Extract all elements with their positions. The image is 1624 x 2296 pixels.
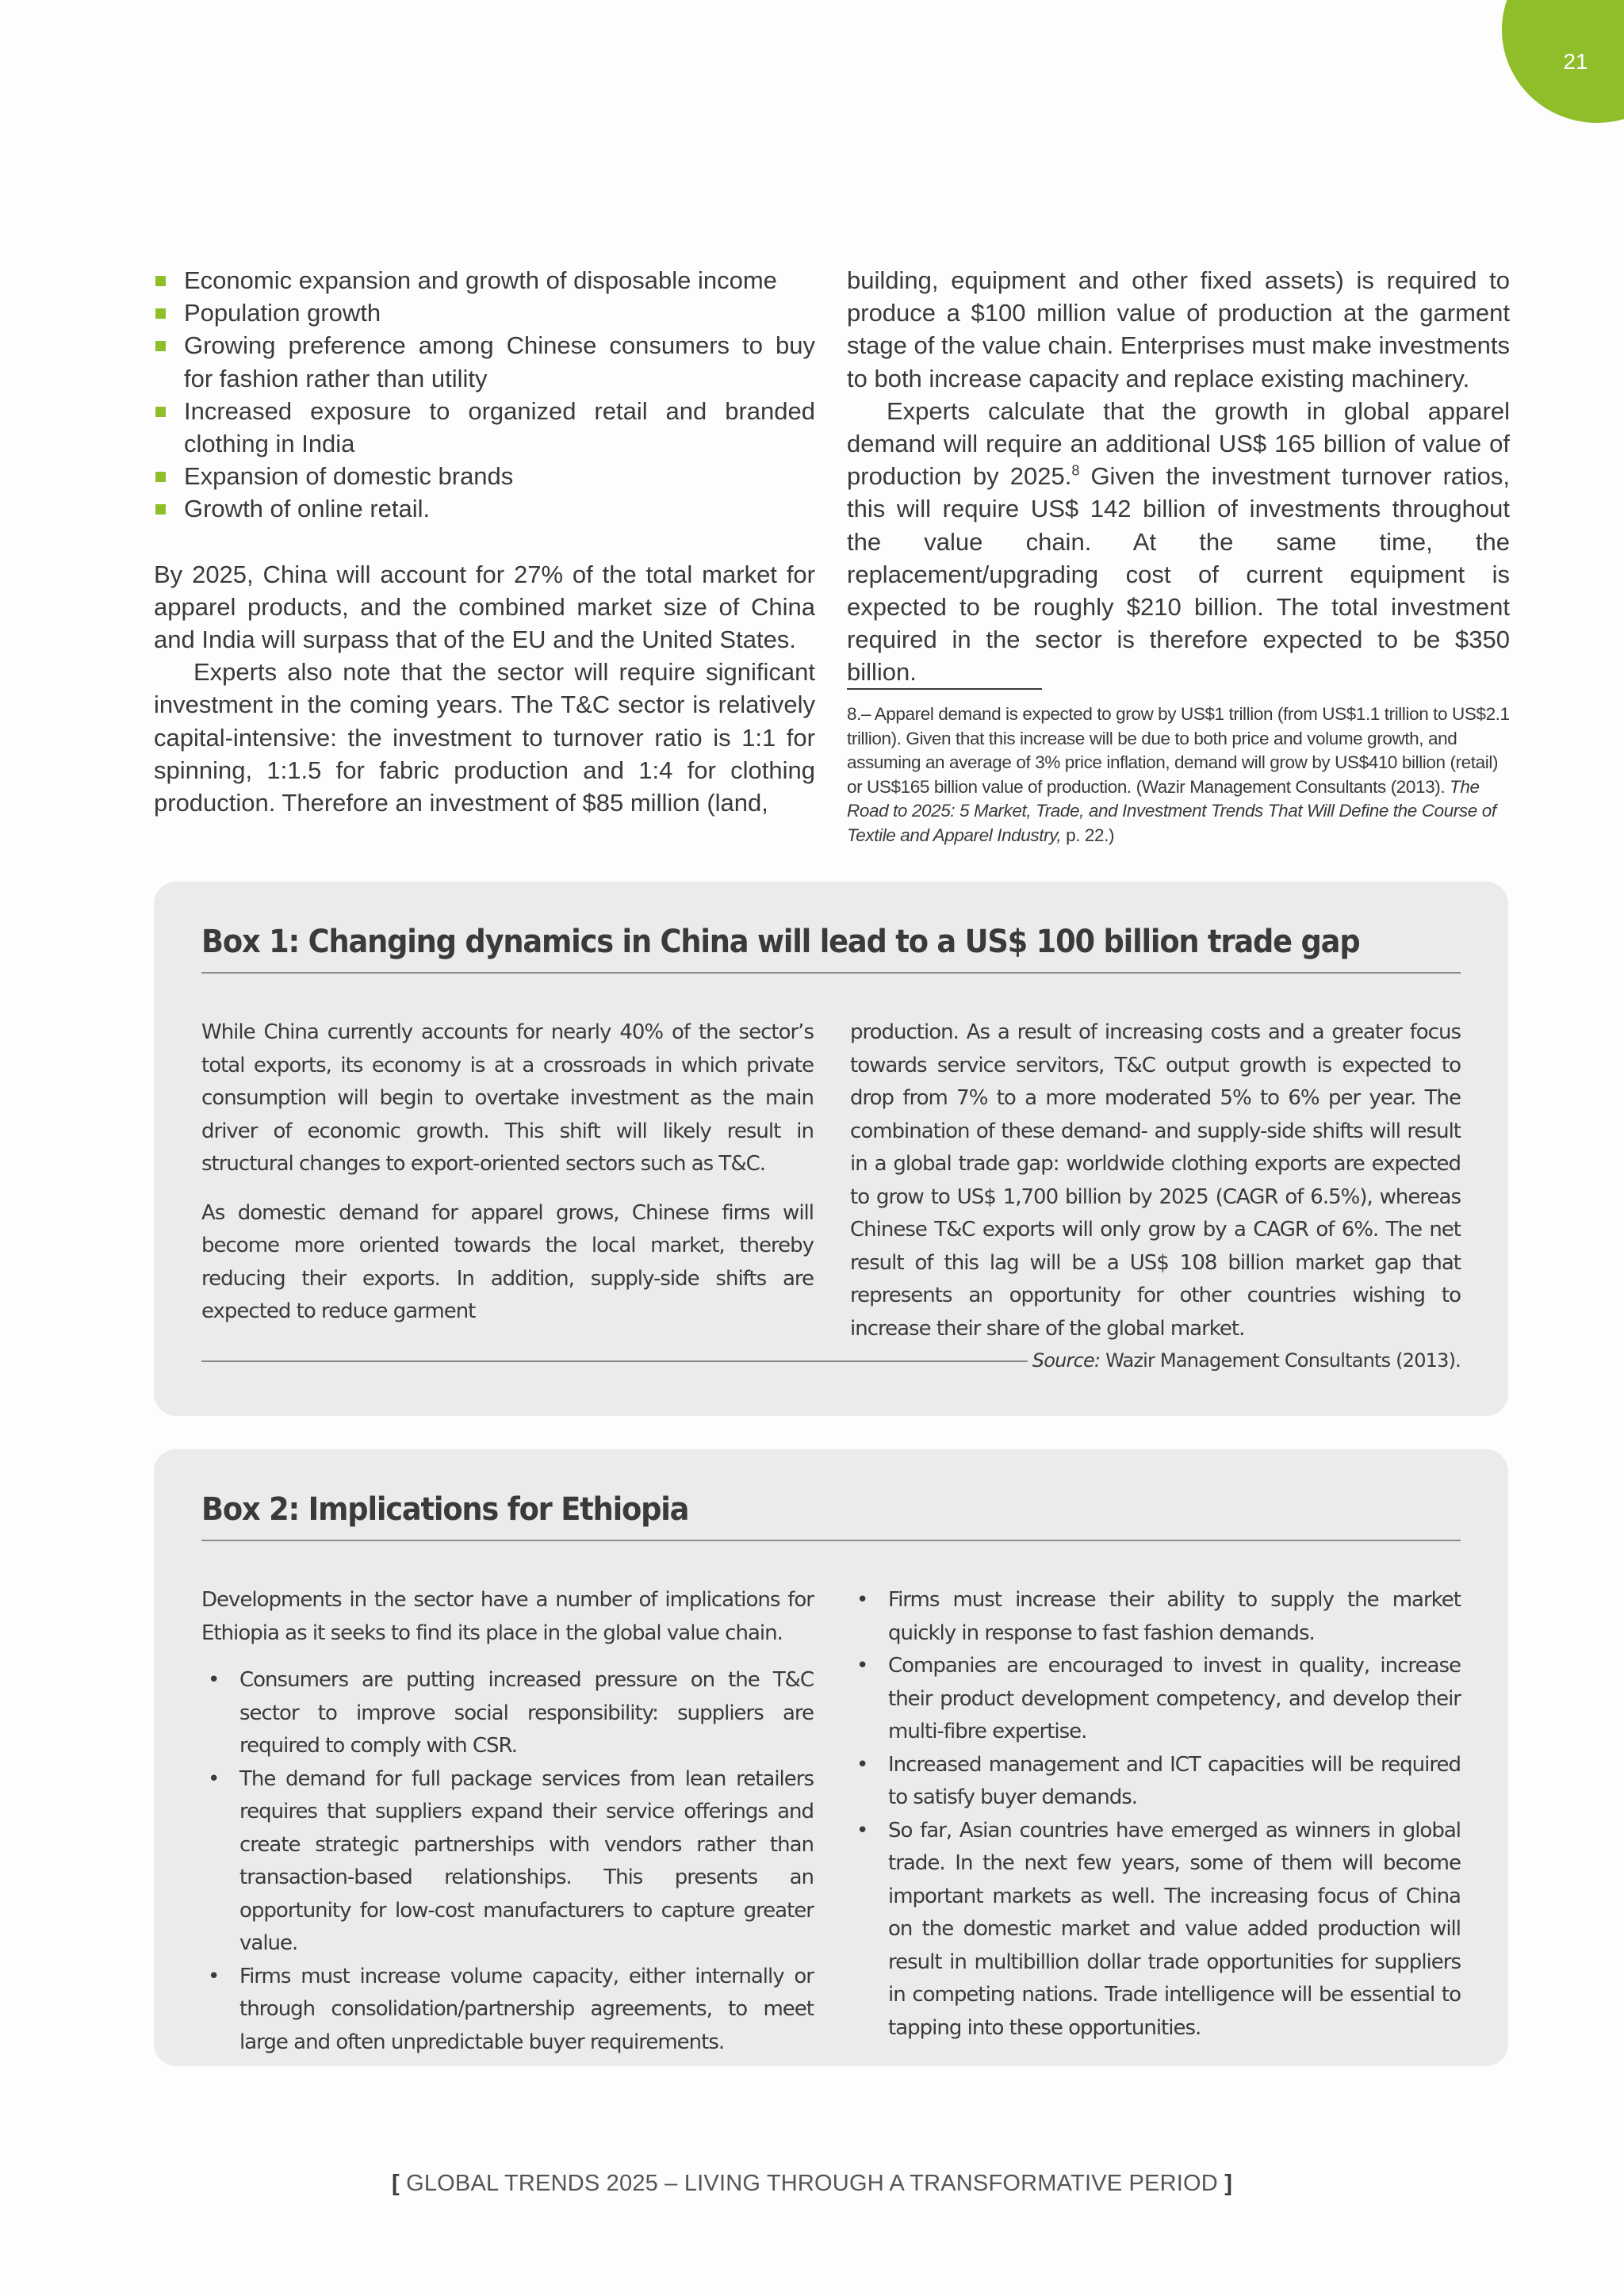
bullet-icon: • [208,1964,220,1988]
list-item: Expansion of domestic brands [154,460,815,492]
list-item: • So far, Asian countries have emerged as winners in global trade. In the next few years, some of them will become important markets as well. The increasing focus of China on the domestic market and value added production will result in multibillion dollar trade opportunities for suppliers in competing nations. Trade intelligence will be essential to tapping into these opportunities. [850,1815,1461,2045]
bullet-icon: • [208,1766,220,1791]
implications-list [201,1664,814,2059]
title-divider [201,1540,1461,1541]
list-item: Growing preference among Chinese consumers to buy for fashion rather than utility [154,329,815,394]
list-item: • The demand for full package services from lean retailers requires that suppliers expand their service offerings and create strategic partnerships with vendors rather than transaction-based relationships. This presents an opportunity for low-cost manufacturers to capture greater value. [201,1763,814,1961]
footnote: 8.– Apparel demand is expected to grow by US$1 trillion (from US$1.1 trillion to US$2.1 trillion). Given that this increase will be due to both price and volume growth, and assuming an average of 3% price inflation, demand will grow by US$410 billion (retail) or US$165 billion value of production. (Wazir Management Consultants (2013). The Road to 2025: 5 Market, Trade, and Investment Trends That Will Define the Course of Textile and Apparel Industry, p. 22.) [847,704,1510,845]
title-divider [201,972,1461,974]
footnote-divider [847,688,1042,690]
box-2-left-column [201,1584,814,2059]
page-number: 21 [1563,49,1588,74]
box-2 [154,1449,1508,2066]
box-title: Box 2: Implications for Ethiopia [201,1491,689,1528]
box-paragraph: While China currently accounts for nearly 40% of the sector’s total exports, its economy is at a crossroads in which private consumption will begin to overtake investment as the main driver of economic growth. This shift will likely result in structural changes to export-oriented sectors such as T&C. [201,1020,814,1176]
bullet-icon: • [208,1668,220,1692]
body-paragraph: By 2025, China will account for 27% of the total market for apparel products, and the combined market size of China and India will surpass that of the EU and the United States. [154,560,815,654]
square-bullet-icon [155,504,166,515]
box-1-right-column [850,1016,1461,1345]
box-1 [154,882,1508,1416]
bullet-icon: • [856,1588,868,1612]
square-bullet-icon [155,407,166,417]
square-bullet-icon [155,308,166,319]
box-paragraph: production. As a result of increasing costs and a greater focus towards service servitors, T&C output growth is expected to drop from 7% to a more moderated 5% to 6% per year. The combination of these demand- and supply-side shifts will result in a global trade gap: worldwide clothing exports are expected to grow to US$ 1,700 billion by 2025 (CAGR of 6.5%), whereas Chinese T&C exports will only grow by a CAGR of 6%. The net result of this lag will be a US$ 108 billion market gap that represents an opportunity for other countries wishing to increase their share of the global market. [850,1020,1461,1341]
left-column [154,264,815,819]
box-2-right-column [850,1584,1461,2045]
footnote-marker: 8 [1071,462,1080,479]
body-paragraph: Experts calculate that the growth in global apparel demand will require an additional US$ 165 billion of value of production by 2025.$^8$ Given the investment turnover ratios, this will require US$ 142 billion of investments throughout the value chain. At the same time, the replacement/upgrading cost of current equipment is expected to be roughly $210 billion. The total investment required in the sector is therefore expected to be $350 billion. [847,396,1510,687]
list-item: • Companies are encouraged to invest in quality, increase their product development competency, and develop their multi-fibre expertise. [850,1650,1461,1749]
list-item: • Firms must increase their ability to supply the market quickly in response to fast fashion demands. [850,1584,1461,1650]
square-bullet-icon [155,341,166,351]
bullet-icon: • [856,1752,868,1777]
list-item: • Firms must increase volume capacity, either internally or through consolidation/partnership agreements, to meet large and often unpredictable buyer requirements. [201,1961,814,2060]
square-bullet-icon [155,276,166,286]
box-title: Box 1: Changing dynamics in China will lead to a US$ 100 billion trade gap [201,924,1360,960]
source-note: Source: Wazir Management Consultants (2013). [1028,1348,1461,1373]
right-column [847,264,1510,689]
bullet-icon: • [856,1654,868,1678]
box-1-left-column [201,1016,814,1329]
drivers-list [154,264,815,526]
bullet-icon: • [856,1818,868,1843]
implications-list [850,1584,1461,2045]
list-item: • Increased management and ICT capacities will be required to satisfy buyer demands. [850,1749,1461,1815]
list-item: Economic expansion and growth of disposable income [154,264,815,297]
list-item: Increased exposure to organized retail and branded clothing in India [154,395,815,460]
box-paragraph: Developments in the sector have a number of implications for Ethiopia as it seeks to find its place in the global value chain. [201,1588,814,1645]
body-paragraph: building, equipment and other fixed assets) is required to produce a $100 million value of production at the garment stage of the value chain. Enterprises must make investments to both increase capacity and replace existing machinery. [847,266,1510,392]
running-footer: [ GLOBAL TRENDS 2025 – LIVING THROUGH A TRANSFORMATIVE PERIOD ] [391,2171,1233,2196]
list-item: Population growth [154,297,815,329]
box-paragraph: As domestic demand for apparel grows, Chinese firms will become more oriented towards the local market, thereby reducing their exports. In addition, supply-side shifts are expected to reduce garment [201,1200,814,1323]
list-item: • Consumers are putting increased pressure on the T&C sector to improve social responsibility: suppliers are required to comply with CSR. [201,1664,814,1763]
body-paragraph: Experts also note that the sector will require significant investment in the coming years. The T&C sector is relatively capital-intensive: the investment to turnover ratio is 1:1 for spinning, 1:1.5 for fabric production and 1:4 for clothing production. Therefore an investment of $85 million (land, [154,658,815,817]
list-item: Growth of online retail. [154,492,815,525]
square-bullet-icon [155,472,166,482]
